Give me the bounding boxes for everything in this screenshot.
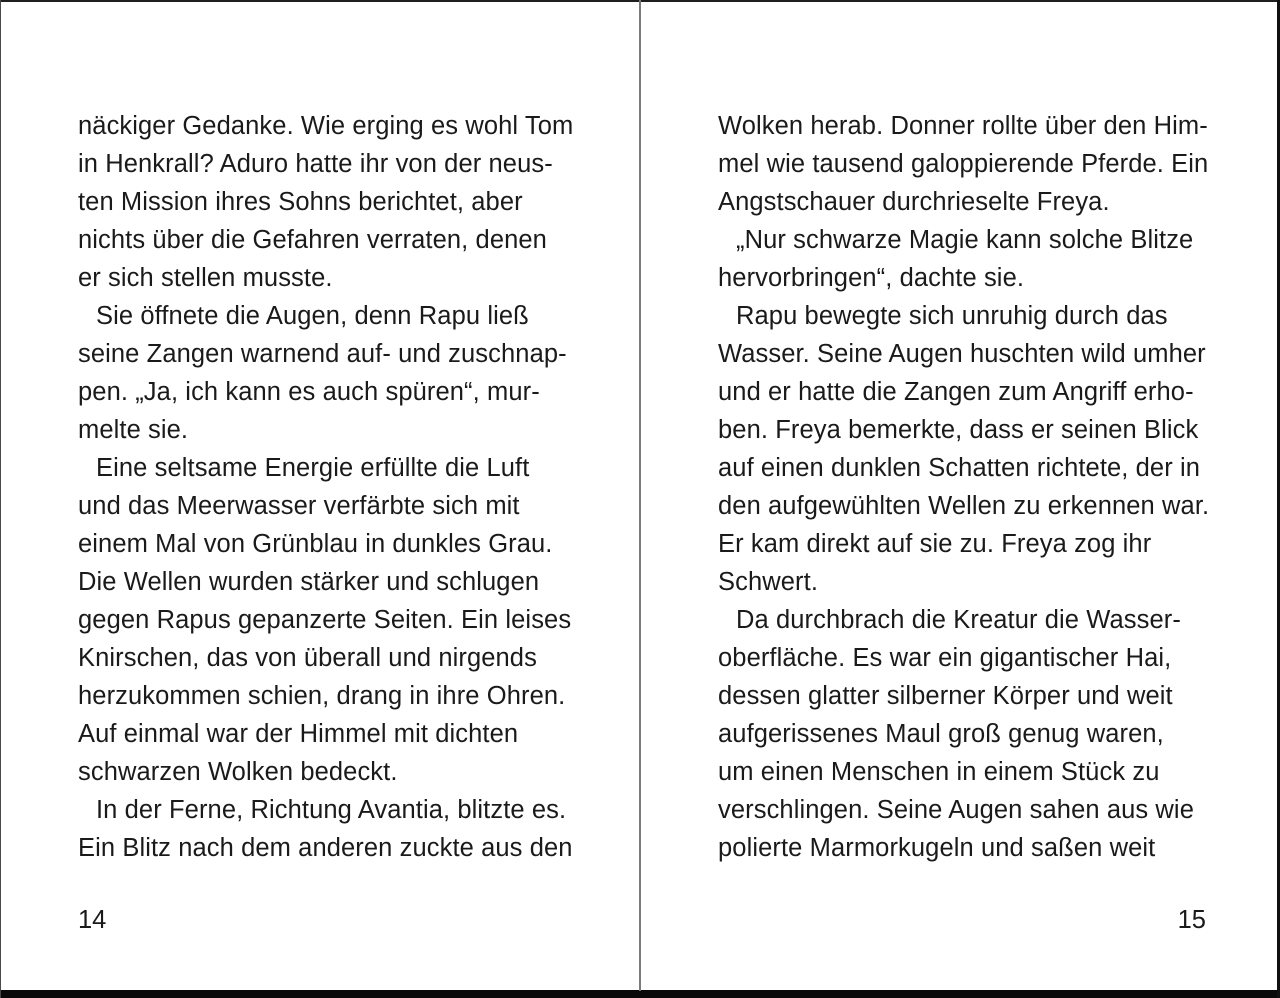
text-line: dessen glatter silberner Körper und weit	[718, 682, 1173, 710]
text-line: mel wie tausend galoppierende Pferde. Ein	[718, 150, 1209, 178]
text-line: Angstschauer durchrieselte Freya.	[718, 188, 1110, 216]
text-line: hervorbringen“, dachte sie.	[718, 264, 1025, 292]
book-frame-left-edge	[0, 0, 1, 998]
text-line: auf einen dunklen Schatten richtete, der in	[718, 454, 1201, 482]
text-line: Wasser. Seine Augen huschten wild umher	[718, 340, 1206, 368]
text-line: schwarzen Wolken bedeckt.	[78, 758, 398, 786]
right-page-text	[718, 107, 1223, 867]
text-line: pen. „Ja, ich kann es auch spüren“, mur-	[78, 378, 540, 406]
text-line: In der Ferne, Richtung Avantia, blitzte es.	[96, 796, 567, 824]
text-line: nichts über die Gefahren verraten, denen	[78, 226, 547, 254]
text-line: oberfläche. Es war ein gigantischer Hai,	[718, 644, 1172, 672]
text-line: polierte Marmorkugeln und saßen weit	[718, 834, 1156, 862]
text-line: er sich stellen musste.	[78, 264, 333, 292]
text-line: ben. Freya bemerkte, dass er seinen Blick	[718, 416, 1199, 444]
text-line: Ein Blitz nach dem anderen zuckte aus den	[78, 834, 573, 862]
text-line: Er kam direkt auf sie zu. Freya zog ihr	[718, 530, 1152, 558]
text-line: Schwert.	[718, 568, 818, 596]
text-line: „Nur schwarze Magie kann solche Blitze	[736, 226, 1194, 254]
text-line: seine Zangen warnend auf- und zuschnap-	[78, 340, 567, 368]
text-line: um einen Menschen in einem Stück zu	[718, 758, 1160, 786]
text-line: Eine seltsame Energie erfüllte die Luft	[96, 454, 530, 482]
text-line: einem Mal von Grünblau in dunkles Grau.	[78, 530, 553, 558]
text-line: Rapu bewegte sich unruhig durch das	[736, 302, 1168, 330]
text-line: ten Mission ihres Sohns berichtet, aber	[78, 188, 523, 216]
text-line: Knirschen, das von überall und nirgends	[78, 644, 537, 672]
text-line: und das Meerwasser verfärbte sich mit	[78, 492, 520, 520]
text-line: melte sie.	[78, 416, 189, 444]
text-line: Da durchbrach die Kreatur die Wasser-	[736, 606, 1181, 634]
text-line: in Henkrall? Aduro hatte ihr von der neus-	[78, 150, 553, 178]
text-line: gegen Rapus gepanzerte Seiten. Ein leises	[78, 606, 572, 634]
text-line: herzukommen schien, drang in ihre Ohren.	[78, 682, 566, 710]
left-page-number: 14	[78, 906, 107, 934]
right-page-number: 15	[1177, 906, 1206, 934]
text-line: aufgerissenes Maul groß genug waren,	[718, 720, 1164, 748]
text-line: verschlingen. Seine Augen sahen aus wie	[718, 796, 1194, 824]
text-line: Auf einmal war der Himmel mit dichten	[78, 720, 519, 748]
book-frame-bottom-edge	[0, 990, 1280, 998]
text-line: Sie öffnete die Augen, denn Rapu ließ	[96, 302, 529, 330]
text-line: Die Wellen wurden stärker und schlugen	[78, 568, 540, 596]
text-line: den aufgewühlten Wellen zu erkennen war.	[718, 492, 1210, 520]
text-line: näckiger Gedanke. Wie erging es wohl Tom	[78, 112, 574, 140]
left-page-text	[78, 107, 583, 867]
text-line: Wolken herab. Donner rollte über den Him-	[718, 112, 1208, 140]
text-line: und er hatte die Zangen zum Angriff erho-	[718, 378, 1194, 406]
page-gutter-divider	[639, 0, 641, 991]
